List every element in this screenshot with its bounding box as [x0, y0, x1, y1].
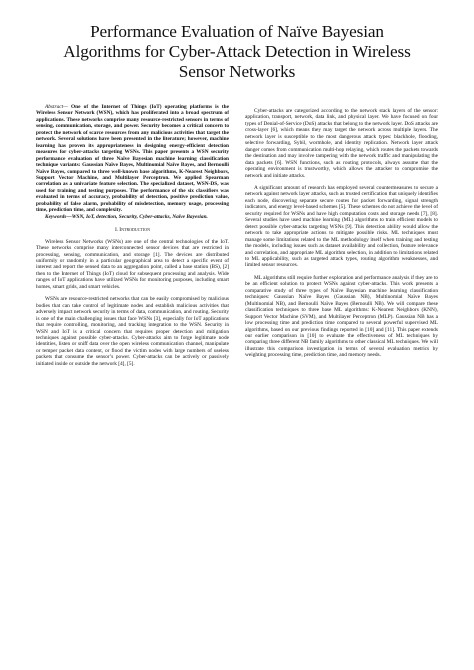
section-number: I.	[114, 227, 119, 234]
two-column-body	[36, 104, 438, 373]
abstract	[36, 104, 229, 214]
intro-paragraph-4: A significant amount of research has employed several countermeasures to secure a network against network layer attacks, such as trusted certification that uniquely identifies each node, discovering separate secure routes for packet forwarding, signal strength indicators, and energy level-based schemes [5]. These schemes do not achieve the level of security required for WSNs and have high computation costs and storage needs [7], [8]. Several studies have used machine learning (ML) algorithms to train efficient models to detect possible cyber-attacks targeting WSNs [9]. This detection ability would allow the network to take appropriate actions to mitigate possible risks. ML techniques must manage some limitations related to the ML methodology itself when training and testing the models, including issues such as dataset availability and collection, feature relevance and correlation, and appropriate ML algorithm selection, in addition to limitations related to ML applicability, such as targeted attack types, routing algorithm weaknesses, and limited sensor resources.	[245, 184, 438, 269]
intro-paragraph-2: WSNs are resource-restricted networks that can be easily compromised by malicious bodies that can take control of legitimate nodes and establish malicious activities that adversely impact network security in terms of data, communication, and routing. Security is one of the main challenging issues that face WSNs [3], especially for IoT applications that require controlling, monitoring, and tracking integration to the WSN. Security in WSN and IoT is a critical concern that requires proper detection and mitigation techniques against possible cyber-attacks. Cyber-attacks aim to forge legitimate node identities, listen or sniff data over the open wireless communication channel, manipulate or temper packet data content, or flood the victim nodes with large numbers of useless packets that consume the sensor’s power. Cyber-attacks can be actively or passively initiated inside or outside the network [4], [5].	[36, 296, 229, 367]
abstract-lead: Abstract—	[45, 104, 68, 110]
intro-paragraph-3: Cyber-attacks are categorized according to the network stack layers of the sensor: application, transport, network, data link, and physical layer. We have focused on four types of Denial-of-Service (DoS) attacks that belong to the network layer. DoS attacks are cross-layer [6], which means they may target the network across multiple layers. The network layer is susceptible to the most dangerous attack types: blackhole, flooding, selective forwarding, Sybil, wormhole, and identity replication. Network layer attack danger comes from communication multi-hop relaying, which routes the packets towards the destination and may involve tampering with the network traffic and manipulating the data packets [6]. WSN functions, such as routing protocols, always assume that the operating environment is trustworthy, which allows the attacker to compromise the network and initiate attacks.	[245, 108, 438, 179]
intro-paragraph-1: Wireless Sensor Networks (WSNs) are one of the central technologies of the IoT. These networks comprise many interconnected sensor devices that are restricted in processing, sensing, communication, and storage [1]. The devices are distributed uniformly or randomly in a particular geographical area to detect a specific event of interest and report the sensed data to an aggregation point, called a base station (BS), [2] then to the Internet of Things (IoT) cloud for subsequent processing and analysis. Wide ranges of IoT applications have utilized WSNs for monitoring purposes, including smart homes, smart grids, and smart vehicles.	[36, 238, 229, 290]
section-title: Introduction	[119, 227, 150, 234]
left-column	[36, 104, 229, 373]
paper-title	[36, 22, 438, 82]
keywords-body: WSN, IoT, detection, Security, Cyber-attacks, Naïve Bayesian.	[71, 213, 208, 220]
right-column	[245, 104, 438, 373]
section-heading-introduction	[36, 227, 229, 233]
keywords-lead: Keywords—	[45, 213, 72, 220]
abstract-body: One of the Internet of Things (IoT) operating platforms is the Wireless Sensor Network (WSN), which has proliferated into a broad spectrum of applications. These networks comprise many resource-restricted sensors in terms of sensing, communication, storage, and power. Security becomes a critical concern to protect the network of scarce resources from any malicious activities that target the network. Several solutions have been presented in the literature; however, machine learning has proven its appropriateness in designing energy-efficient detection measures for cyber-attacks targeting WSNs. This paper presents a WSN security performance evaluation of three Naïve Bayesian machine learning classification technique variants: Gaussian Naïve Bayes, Multinomial Naïve Bayes, and Bernoulli Naïve Bayes, compared to three well-known base algorithms, K-Nearest Neighbors, Support Vector Machine, and Multilayer Perceptron. We applied Spearman correlation as a univariate feature selection. The specialized dataset, WSN-DS, was used for training and testing purposes. The performance of the six classifiers was evaluated in terms of accuracy, probability of detection, positive prediction value, probability of false alarm, probability of misdetection, memory usage, processing time, prediction time, and complexity.	[36, 104, 229, 214]
title-line-3: Sensor Networks	[178, 62, 296, 81]
title-line-1: Performance Evaluation of Naïve Bayesian	[90, 22, 384, 41]
intro-paragraph-5: ML algorithms still require further exploration and performance analysis if they are to be an efficient solution to protect WSNs against cyber-attacks. This work presents a comparative study of three types of Naïve Bayesian machine learning classification techniques: Gaussian Naïve Bayes (Gaussian NB), Multinomial Naïve Bayes (Multinomial NB), and Bernoulli Naïve Bayes (Bernoulli NB). We will compare these classification techniques to three base ML algorithms: K-Nearest Neighbors (KNN), Support Vector Machine (SVM), and Multilayer Perceptron (MLP). Gaussian NB has a low processing time and prediction time compared to several powerful supervised ML algorithms, based on our previous findings reported in [10] and [11]. This paper extends our earlier comparison in [10] to evaluate the effectiveness of ML techniques by comparing three different NB family algorithms to other classical ML techniques. We will illustrate this comparison investigation in terms of several evaluation metrics by weighting processing time, prediction time, and memory needs.	[245, 274, 438, 359]
keywords	[36, 214, 229, 220]
title-line-2: Algorithms for Cyber-Attack Detection in Wireless	[63, 42, 411, 61]
